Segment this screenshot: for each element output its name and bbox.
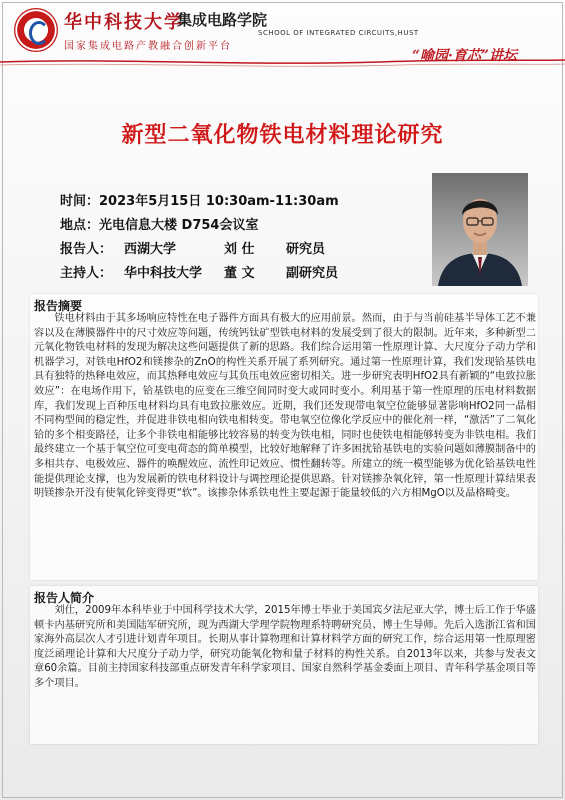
time-label: 时间： <box>60 194 100 209</box>
university-name: 华中科技大学 <box>64 12 184 33</box>
time-value: 2023年5月15日 10:30am-11:30am <box>99 194 339 209</box>
place-value: 光电信息大楼 D754会议室 <box>99 218 259 233</box>
host-row <box>60 262 338 281</box>
place-label: 地点： <box>60 218 100 233</box>
time-row <box>60 190 339 209</box>
bio-text: 刘仕，2009年本科毕业于中国科学技术大学，2015年博士毕业于美国宾夕法尼亚大学，博士后工作于华盛顿卡内基研究所和美国陆军研究所，现为西湖大学理学院物理系特聘研究员、博士生导师。先后入选浙江省和国家海外高层次人才引进计划青年项目。长期从事计算物理和计算材料学方面的研究工作，综合运用第一性原理密度泛函理论计算和大尺度分子动力学，研究功能氧化物和量子材料的构性关系。自2013年以来，共参与发表文章60余篇。目前主持国家科技部重点研发青年科学家项目、国家自然科学基金委面上项目、青年科学基金项目等多个项目。 <box>34 605 536 689</box>
school-name-en: SCHOOL OF INTEGRATED CIRCUITS,HUST <box>258 29 419 37</box>
bio-heading: 报告人简介 <box>34 591 95 605</box>
abstract-heading: 报告摘要 <box>34 299 83 313</box>
speaker-label: 报告人： <box>60 242 113 257</box>
speaker-portrait <box>432 173 528 286</box>
place-row <box>60 214 258 233</box>
lecture-series: “喻园·育芯”讲坛 <box>412 48 517 64</box>
host-org: 华中科技大学 <box>124 266 203 281</box>
abstract-text: 铁电材料由于其多场响应特性在电子器件方面具有极大的应用前景。然而，由于与当前硅基半导体工艺不兼容以及在薄膜器件中的尺寸效应等问题，传统钙钛矿型铁电材料的发展受到了很大的限制。近年来，多种新型二元氧化物铁电材料的发现为解决这些问题提供了新的思路。我们综合运用第一性原理计算、大尺度分子动力学和机器学习，对铁电HfO2和镁掺杂的ZnO的构性关系开展了系列研究。通过第一性原理计算，我们发现铪基铁电具有独特的热释电效应，而其热释电效应与其负压电效应密切相关。进一步研究表明HfO2具有新颖的“电致拉胀效应”：在电场作用下，铪基铁电的应变在三维空间同时变大或同时变小。利用基于第一性原理的压电材料数据库，我们发现上百种压电材料均具有电致拉胀效应。近期，我们还发现带电氧空位能够显著影响HfO2同一晶相不同构型间的稳定性，并促进非铁电相向铁电相转变。带电氧空位像化学反应中的催化剂一样，“激活”了二氧化铪的多个相变路径，让多个非铁电相能够比较容易的转变为铁电相，同时也使铁电相能够转变为非铁电相。我们最终建立一个基于氧空位可变电荷态的简单模型，比较好地解释了许多困扰铪基铁电的实验问题如薄膜制备中的多相共存、电极效应、器件的唤醒效应、流性印记效应、惯性翻转等。所建立的统一模型能够为优化铪基铁电性能提供理论支撑，也为发展新的铁电材料设计与调控理论提供思路。针对镁掺杂氧化锌，第一性原理计算结果表明镁掺杂开没有使氧化锌变得更“软”。该掺杂体系铁电性主要起源于能量较低的六方相MgO以及晶格畸变。 <box>34 313 536 500</box>
speaker-org: 西湖大学 <box>124 242 177 257</box>
school-name: 集成电路学院 <box>177 11 268 29</box>
header <box>0 0 565 62</box>
speaker-portrait-drawing <box>432 173 528 286</box>
hust-logo-icon <box>14 8 58 52</box>
speaker-row <box>60 238 325 257</box>
speaker-title: 研究员 <box>286 242 326 257</box>
host-name: 董 文 <box>224 266 255 281</box>
host-title: 副研究员 <box>286 266 339 281</box>
speaker-name: 刘 仕 <box>224 242 255 257</box>
platform-motto: 国家集成电路产教融合创新平台 <box>64 41 232 52</box>
host-label: 主持人： <box>60 266 113 281</box>
page-title: 新型二氧化物铁电材料理论研究 <box>121 123 444 148</box>
